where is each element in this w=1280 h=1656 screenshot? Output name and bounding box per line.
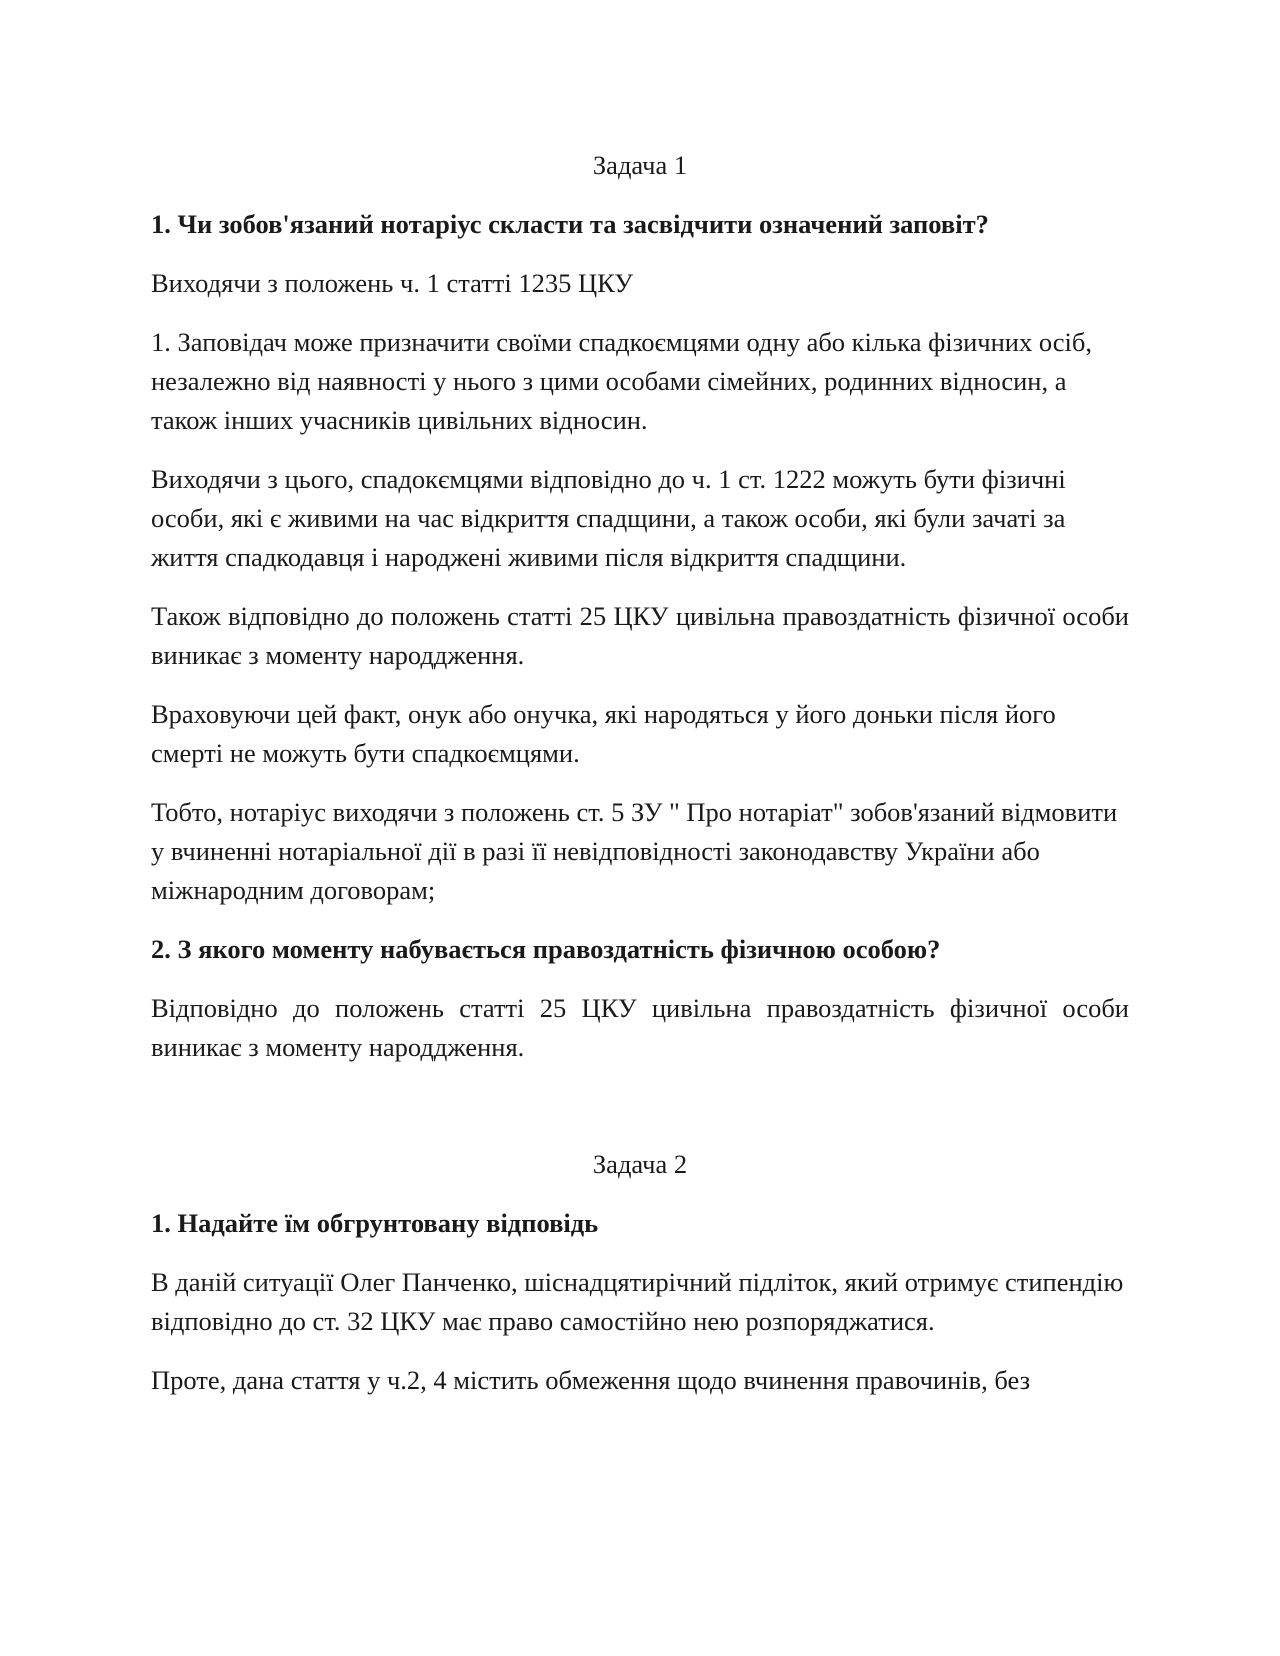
task-1-paragraph-7: Відповідно до положень статті 25 ЦКУ цивільна правоздатність фізичної особи виникає з моменту народдження. [151, 993, 1129, 1062]
task-1-paragraph-2: 1. Заповідач може призначити своїми спадкоємцями одну або кілька фізичних осіб, незалежно від наявності у нього з цими особами сімейних, родинних відносин, а також інших учасників цивільних відносин. [151, 327, 1092, 435]
task-1-paragraph-6: Тобто, нотаріус виходячи з положень ст. 5 ЗУ " Про нотаріат" зобов'язаний відмовити у вчиненні нотаріальної дії в разі її невідповідності законодавству України або міжнародним договорам; [151, 797, 1118, 905]
task-1-paragraph-5: Враховуючи цей факт, онук або онучка, які народяться у його доньки після його смерті не можуть бути спадкоємцями. [151, 699, 1056, 768]
task-1-question-1: 1. Чи зобов'язаний нотаріус скласти та засвідчити означений заповіт? [151, 209, 989, 239]
task-1-question-2: 2. З якого моменту набувається правоздатність фізичною особою? [151, 934, 941, 964]
task-2-title: Задача 2 [592, 1149, 688, 1179]
task-2-paragraph-2: Проте, дана стаття у ч.2, 4 містить обмеження щодо вчинення правочинів, без [151, 1365, 1031, 1395]
task-1-paragraph-4: Також відповідно до положень статті 25 ЦКУ цивільна правоздатність фізичної особи виникає з моменту народдження. [151, 601, 1129, 670]
task-2-paragraph-1: В даній ситуації Олег Панченко, шіснадцятирічний підліток, який отримує стипендію відповідно до ст. 32 ЦКУ має право самостійно нею розпоряджатися. [151, 1267, 1124, 1336]
task-1-title: Задача 1 [592, 150, 688, 180]
task-1-paragraph-1: Виходячи з положень ч. 1 статті 1235 ЦКУ [151, 268, 634, 298]
task-1-paragraph-3: Виходячи з цього, спадокємцями відповідно до ч. 1 ст. 1222 можуть бути фізичні особи, які є живими на час відкриття спадщини, а також особи, які були зачаті за життя спадкодавця і народжені живими після відкриття спадщини. [151, 464, 1066, 572]
task-spacer [151, 1087, 1129, 1145]
document-page [151, 146, 1129, 1420]
task-2-question-1: 1. Надайте їм обгрунтовану відповідь [151, 1208, 599, 1238]
